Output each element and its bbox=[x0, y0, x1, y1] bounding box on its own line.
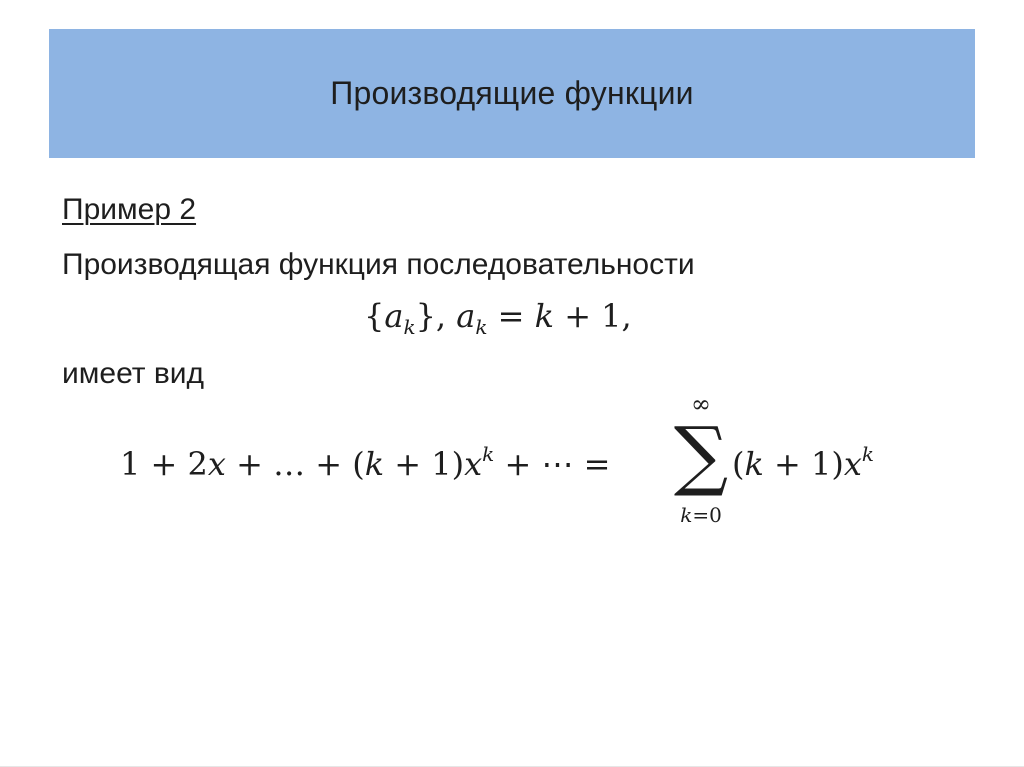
slide-title: Производящие функции bbox=[330, 75, 694, 111]
summation bbox=[668, 392, 734, 532]
intro-text: Производящая функция последовательности bbox=[62, 248, 695, 281]
example-label: Пример 2 bbox=[62, 193, 197, 226]
series-summand: $(k + 1)x^k$ bbox=[732, 442, 875, 483]
sum-lower-limit: k=0 bbox=[680, 503, 722, 527]
sigma-icon: ∑ bbox=[673, 410, 729, 499]
sequence-formula: $\{a_k\}$, $a_k = k + 1$, bbox=[364, 297, 632, 339]
has-form-text: имеет вид bbox=[62, 357, 205, 390]
title-band bbox=[49, 29, 975, 158]
sum-upper-limit: ∞ bbox=[691, 390, 711, 418]
series-lhs: 1 + 2x + … + $(k + 1)x^k$ + ⋯ = bbox=[120, 442, 611, 483]
